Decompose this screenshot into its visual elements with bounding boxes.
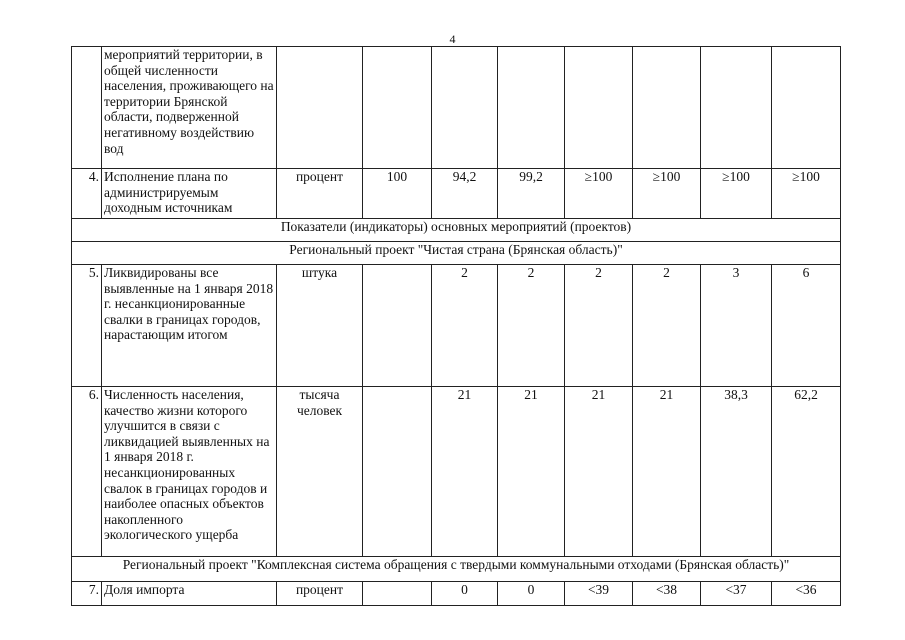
unit-cell — [277, 47, 363, 169]
value-cell: 2 — [498, 265, 565, 387]
value-cell: 2 — [633, 265, 701, 387]
table-row-7 — [72, 582, 841, 606]
value-cell — [363, 387, 432, 557]
value-cell: ≥100 — [565, 169, 633, 219]
value-cell: <36 — [772, 582, 841, 606]
indicator-name: Исполнение плана по администрируемым доходным источникам — [102, 169, 277, 219]
section-row — [72, 219, 841, 242]
value-cell — [432, 47, 498, 169]
indicator-name: Численность населения, качество жизни которого улучшится в связи с ликвидацией выявленных на 1 января 2018 г. несанкционированных свалок в границах городов и наиболее опасных объектов накопленного экологического ущерба — [102, 387, 277, 557]
value-cell — [498, 47, 565, 169]
value-cell: 21 — [633, 387, 701, 557]
section-row — [72, 242, 841, 265]
unit-cell: тысяча человек — [277, 387, 363, 557]
indicators-table — [71, 46, 841, 606]
unit-cell: процент — [277, 169, 363, 219]
unit-cell: штука — [277, 265, 363, 387]
value-cell: 94,2 — [432, 169, 498, 219]
page-number: 4 — [449, 32, 456, 46]
value-cell — [565, 47, 633, 169]
section-row — [72, 557, 841, 582]
value-cell: 0 — [432, 582, 498, 606]
value-cell: 3 — [701, 265, 772, 387]
indicator-name: Доля импорта — [102, 582, 277, 606]
value-cell: 21 — [498, 387, 565, 557]
value-cell: <38 — [633, 582, 701, 606]
section-heading: Региональный проект "Комплексная система обращения с твердыми коммунальными отходами (Брянская область)" — [72, 557, 841, 582]
value-cell — [363, 582, 432, 606]
value-cell: 21 — [565, 387, 633, 557]
value-cell: 0 — [498, 582, 565, 606]
table-row-6 — [72, 387, 841, 557]
unit-cell: процент — [277, 582, 363, 606]
value-cell — [772, 47, 841, 169]
indicator-name: мероприятий территории, в общей численности населения, проживающего на территории Брянской области, подверженной негативному воздействию вод — [102, 47, 277, 169]
row-number: 5. — [72, 265, 102, 387]
value-cell: ≥100 — [633, 169, 701, 219]
table-row-4 — [72, 169, 841, 219]
section-heading: Региональный проект "Чистая страна (Брянская область)" — [72, 242, 841, 265]
value-cell: <37 — [701, 582, 772, 606]
section-heading: Показатели (индикаторы) основных мероприятий (проектов) — [72, 219, 841, 242]
table-row-5 — [72, 265, 841, 387]
value-cell: 100 — [363, 169, 432, 219]
value-cell: <39 — [565, 582, 633, 606]
value-cell: 21 — [432, 387, 498, 557]
value-cell — [633, 47, 701, 169]
value-cell: 2 — [565, 265, 633, 387]
row-number: 6. — [72, 387, 102, 557]
value-cell: 2 — [432, 265, 498, 387]
value-cell: ≥100 — [701, 169, 772, 219]
value-cell — [701, 47, 772, 169]
value-cell — [363, 265, 432, 387]
num-cell — [72, 47, 102, 169]
value-cell: 99,2 — [498, 169, 565, 219]
row-number: 7. — [72, 582, 102, 606]
row-number: 4. — [72, 169, 102, 219]
indicator-name: Ликвидированы все выявленные на 1 января 2018 г. несанкционированные свалки в границах городов, нарастающим итогом — [102, 265, 277, 387]
value-cell: 38,3 — [701, 387, 772, 557]
table-row-continuation — [72, 47, 841, 169]
value-cell: 62,2 — [772, 387, 841, 557]
value-cell: ≥100 — [772, 169, 841, 219]
value-cell: 6 — [772, 265, 841, 387]
value-cell — [363, 47, 432, 169]
